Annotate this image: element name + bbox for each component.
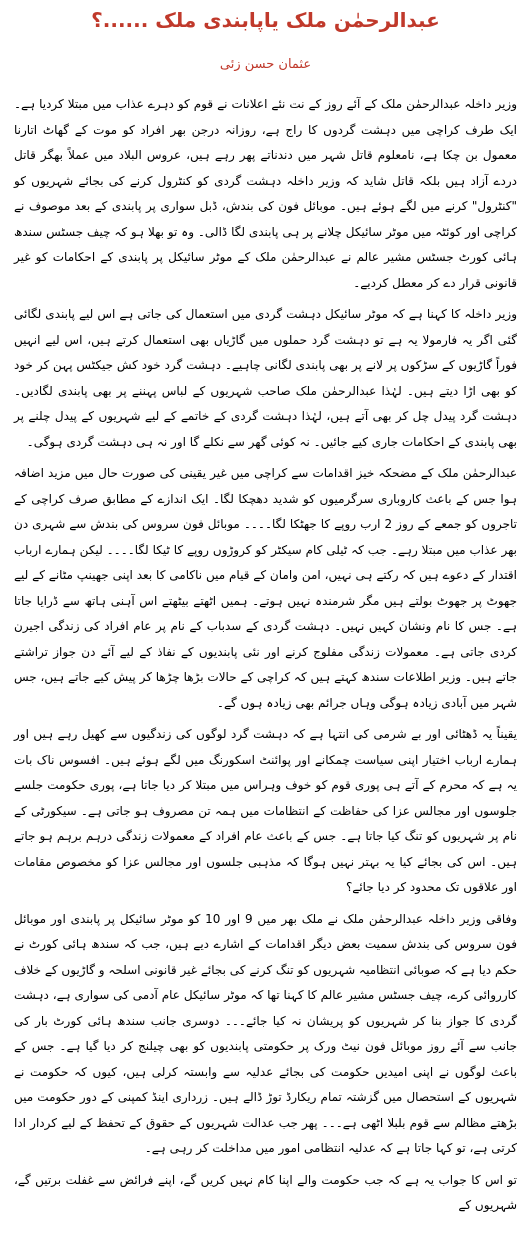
paragraph-2: وزیر داخلہ کا کہنا ہے کہ موٹر سائیکل دہشت گردی میں استعمال کی جاتی ہے اس لیے پابندی لگائی گئی اگر یہ فارمولا یہ ہے تو دہشت گرد حملوں میں گاڑیاں بھی استعمال کرتے ہیں، اس لیے انہیں فوراً گاڑیوں کے سڑکوں پر لانے پر بھی پابندی لگانی چاہیے۔ دہشت گرد خود کش جیکٹس پہن کر خود کو بھی اڑا دیتے ہیں۔ لہٰذا عبدالرحمٰن ملک صاحب شہریوں کے لباس پہننے پر بھی پابندی لگادیں۔ دہشت گرد پیدل چل کر بھی آتے ہیں، لہٰذا دہشت گردی کے خاتمے کے لیے شہریوں کے پیدل چلنے پر بھی پابندی کے احکامات جاری کیے جائیں۔ نہ کوئی گھر سے نکلے گا اور نہ ہی دہشت گردی ہوگی۔ xyxy=(14,307,517,449)
paragraph-6: تو اس کا جواب یہ ہے کہ جب حکومت والے اپنا کام نہیں کریں گے، اپنے فرائض سے غفلت برتیں گے، شہریوں کے xyxy=(14,1172,517,1212)
paragraph-5: وفاقی وزیر داخلہ عبدالرحمٰن ملک نے ملک بھر میں 9 اور 10 کو موٹر سائیکل پر پابندی اور موبائل فون سروس کی بندش سمیت بعض دیگر اقدامات کے اشارے دیے ہیں، جب کہ سندھ ہائی کورٹ نے حکم دیا ہے کہ صوبائی انتظامیہ شہریوں کو تنگ کرنے کی بجائے غیر قانونی اسلحہ و گاڑیوں کے خلاف کارروائی کرے، چیف جسٹس مشیر عالم کا کہنا تھا کہ موٹر سائیکل عام آدمی کی سواری ہے، دہشت گردی کا جواز بنا کر شہریوں کو پریشان نہ کیا جائے۔۔۔ دوسری جانب سندھ ہائی کورٹ بار کی جانب سے آئے روز موبائل فون نیٹ ورک پر حکومتی پابندیوں کو بھی چیلنج کر دیا گیا ہے۔ جس کے باعث لوگوں نے اپنی امیدیں حکومت کی بجائے عدلیہ سے وابستہ کرلی ہیں، کیوں کہ حکومت نے شہریوں کے استحصال میں گزشتہ تمام ریکارڈ توڑ ڈالے ہیں۔ زرداری اینڈ کمپنی کے دور حکومت میں بڑھتے مظالم سے قوم بلبلا اٹھی ہے۔۔۔ پھر جب عدالت شہریوں کے حقوق کے تحفظ کے لیے کردار ادا کرتی ہے، تو کہا جاتا ہے کہ عدلیہ انتظامی امور میں مداخلت کر رہی ہے۔ xyxy=(14,911,518,1155)
paragraph-3: عبدالرحمٰن ملک کے مضحکہ خیز اقدامات سے کراچی میں غیر یقینی کی صورت حال میں مزید اضافہ ہوا جس کے باعث کاروباری سرگرمیوں کو شدید دھچکا لگا۔ ایک اندازے کے مطابق صرف کراچی کے تاجروں کو جمعے کے روز 2 ارب روپے کا جھٹکا لگا۔۔۔۔ موبائل فون سروس کی بندش سے شہری دن بھر عذاب میں مبتلا رہے۔ جب کہ ٹیلی کام سیکٹر کو کروڑوں روپے کا ٹیکا لگا۔۔۔۔ لیکن ہمارے ارباب اقتدار کے دعوے ہیں کہ رکتے ہی نہیں، امن وامان کے قیام میں ناکامی کا بعد اپنی جھینپ مٹانے کے لیے جھوٹ پر جھوٹ بولتے ہیں مگر شرمندہ نہیں ہوتے۔ ہمیں اٹھتے بیٹھتے اس آہنی ہاتھ سے ڈرایا جاتا ہے۔ جس کا نام ونشان کہیں نہیں۔ دہشت گردی کے سدباب کے نام پر عام افراد کی زندگی اجیرن کردی جاتی ہے۔ معمولات زندگی مفلوج کرنے اور نئی پابندیوں کے نفاذ کے لیے آئے دن جواز تراشتے جاتے ہیں۔ وزیر اطلاعات سندھ کہتے ہیں کہ کراچی کے حالات بڑھا چڑھا کر پیش کیے جاتے ہیں، جس شہر میں آبادی زیادہ ہوگی وہاں جرائم بھی زیادہ ہوں گے۔ xyxy=(14,466,517,710)
paragraph-4: یقیناً یہ ڈھٹائی اور بے شرمی کی انتہا ہے کہ دہشت گرد لوگوں کی زندگیوں سے کھیل رہے ہیں اور ہمارے ارباب اختیار اپنی سیاست چمکانے اور پوائنٹ اسکورنگ میں لگے ہوئے ہیں۔ افسوس ناک بات یہ ہے کہ محرم کے آتے ہی پوری قوم کو خوف وہراس میں مبتلا کر دیا جاتا ہے، پوری حکومت جلسے جلوسوں اور مجالس عزا کی حفاظت کے انتظامات میں ہمہ تن مصروف ہو جاتی ہے۔ سیکورٹی کے نام پر شہریوں کو تنگ کیا جاتا ہے۔ جس کے باعث عام افراد کے معمولات زندگی درہم برہم ہو جاتے ہیں۔ اس کی بجائے کیا یہ بہتر نہیں ہوگا کہ مذہبی جلسوں اور مجالس عزا کو مخصوص مقامات اور علاقوں تک محدود کر دیا جائے؟ xyxy=(14,727,517,894)
paragraph-1: وزیر داخلہ عبدالرحمٰن ملک کے آئے روز کے نت نئے اعلانات نے قوم کو دہرے عذاب میں مبتلا کردیا ہے۔ایک طرف کراچی میں دہشت گردوں کا راج ہے، روزانہ درجن بھر افراد کو موت کے گھاٹ اتارنا معمول بن چکا ہے، نامعلوم قاتل شہر میں دندناتے پھر رہے ہیں، عروس البلاد میں عملاً بھگر قاتل دردے آزاد ہیں بلکہ قاتل شاید کہ وزیر داخلہ دہشت گردی کو کنٹرول کرنے کی بجائے شہریوں کو "کنٹرول" کرنے میں لگے ہوئے ہیں۔ موبائل فون کی بندش، ڈبل سواری پر پابندی کے بعد موصوف نے کراچی اور کوئٹہ میں موٹر سائیکل چلانے پر ہی پابندی لگا ڈالی۔ وہ تو بھلا ہو کہ چیف جسٹس سندھ ہائی کورٹ جسٹس مشیر عالم نے عبدالرحمٰن ملک کے موٹر سائیکل پر پابندی کے احکامات کو غیر قانونی قرار دے کر معطل کردیے۔ xyxy=(14,97,517,290)
article-body xyxy=(14,92,517,1219)
author-byline: عثمان حسن زئی xyxy=(219,57,312,72)
article-title: عبدالرحمٰن ملک یاپابندی ملک ......؟ xyxy=(91,8,440,32)
